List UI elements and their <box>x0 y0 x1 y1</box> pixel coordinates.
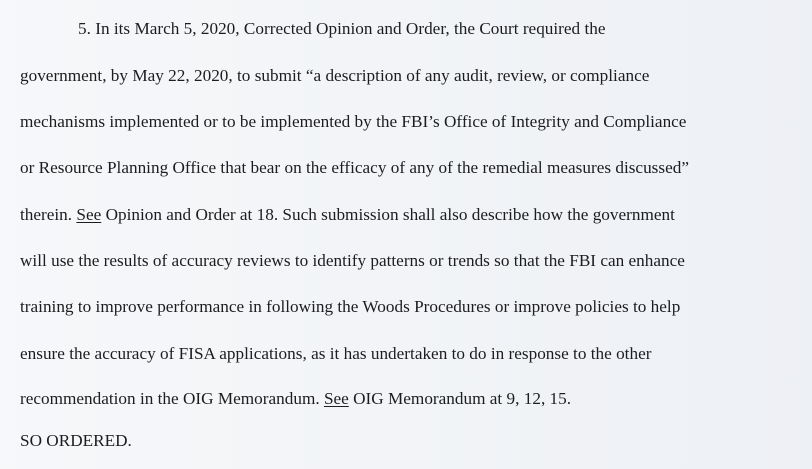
line-9-text-before-see: recommendation in the OIG Memorandum. <box>20 389 324 408</box>
paragraph-line-4: or Resource Planning Office that bear on the efficacy of any of the remedial measures discussed” <box>20 158 689 177</box>
paragraph-line-5 <box>20 205 675 225</box>
paragraph-line-9 <box>20 389 571 409</box>
line-5-text-after-see: Opinion and Order at 18. Such submission shall also describe how the government <box>101 205 675 224</box>
closing-so-ordered: SO ORDERED. <box>20 431 132 450</box>
paragraph-line-1: 5. In its March 5, 2020, Corrected Opinion and Order, the Court required the <box>78 19 606 38</box>
paragraph-line-8: ensure the accuracy of FISA applications, as it has undertaken to do in response to the other <box>20 344 652 363</box>
paragraph-line-3: mechanisms implemented or to be implemented by the FBI’s Office of Integrity and Compliance <box>20 112 687 131</box>
paragraph-line-2: government, by May 22, 2020, to submit “a description of any audit, review, or compliance <box>20 66 650 85</box>
see-citation-signal: See <box>76 205 102 224</box>
line-9-text-after-see: OIG Memorandum at 9, 12, 15. <box>348 389 572 408</box>
paragraph-line-6: will use the results of accuracy reviews to identify patterns or trends so that the FBI can enhance <box>20 251 685 270</box>
paragraph-line-7: training to improve performance in following the Woods Procedures or improve policies to help <box>20 297 681 316</box>
line-5-text-before-see: therein. <box>20 205 77 224</box>
see-citation-signal: See <box>323 389 349 408</box>
